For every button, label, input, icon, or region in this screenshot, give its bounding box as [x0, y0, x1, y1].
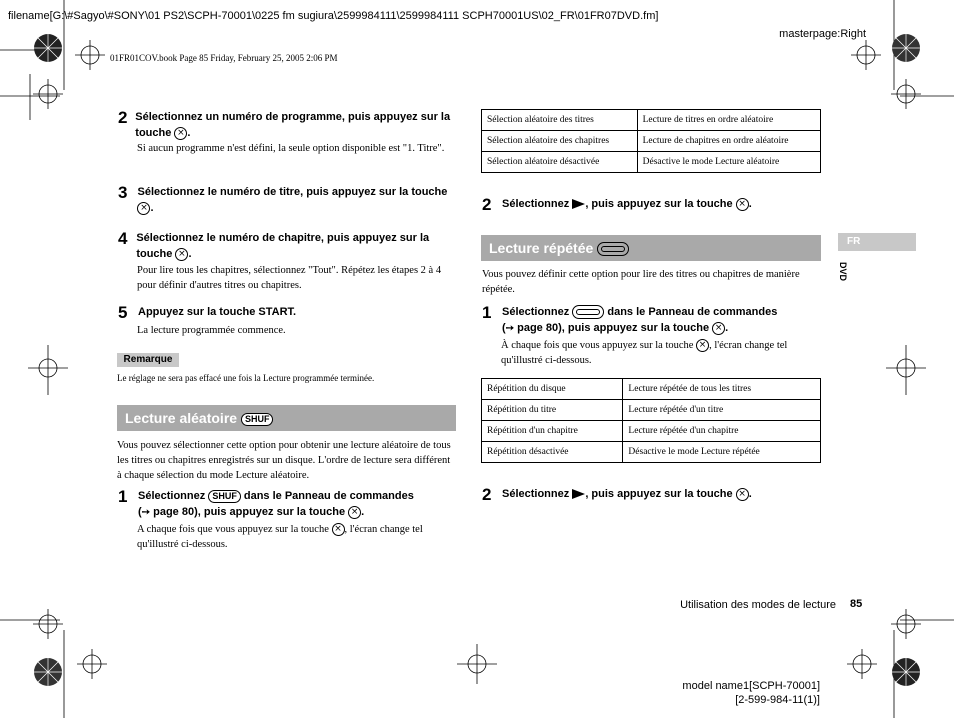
- step-1-repetee: 1 Sélectionnez dans le Panneau de commandes (➙ page 80), puis appuyez sur la touche × .: [482, 303, 778, 334]
- step-1-repetee-note: À chaque fois que vous appuyez sur la touche × , l'écran change tel qu'illustré ci-dessous.: [501, 340, 788, 366]
- repeat-icon: [597, 242, 629, 256]
- table-row: Répétition d'un chapitre Lecture répétée d'un chapitre: [482, 421, 821, 442]
- step-5-note: La lecture programmée commence.: [137, 325, 286, 336]
- page-number: 85: [850, 598, 863, 610]
- cross-button-icon: ×: [736, 488, 749, 501]
- cross-button-icon: ×: [174, 127, 187, 140]
- table-row: Répétition du titre Lecture répétée d'un titre: [482, 400, 821, 421]
- chapter-side-label: DVD: [838, 262, 848, 282]
- repeat-options-table: [481, 378, 821, 463]
- remarque-label: Remarque: [117, 353, 179, 367]
- step-2-aleatoire: 2 Sélectionnez , puis appuyez sur la touche × .: [482, 195, 752, 214]
- table-row: Répétition désactivée Désactive le mode Lecture répétée: [482, 442, 821, 463]
- section-lecture-repetee: Lecture répétée: [481, 235, 821, 261]
- reference-arrow-icon: ➙: [141, 507, 151, 518]
- remarque-text: Le réglage ne sera pas effacé une fois la Lecture programmée terminée.: [117, 373, 375, 383]
- filename-header: filename[G:\#Sagyo\#SONY\01 PS2\SCPH-70001\0225 fm sugiura\2599984111\2599984111 SCPH70001US\02_FR\01FR07DVD.fm]: [8, 10, 659, 22]
- repeat-icon: [572, 305, 604, 319]
- step-1-aleatoire-note: A chaque fois que vous appuyez sur la touche × , l'écran change tel qu'illustré ci-dessous.: [137, 524, 423, 550]
- section-lecture-aleatoire: Lecture aléatoire SHUF: [117, 405, 456, 431]
- step-2-program: 2 Sélectionnez un numéro de programme, puis appuyez sur la touche × .: [118, 108, 451, 139]
- step-2-repetee: 2 Sélectionnez , puis appuyez sur la touche × .: [482, 485, 752, 504]
- cross-button-icon: ×: [175, 248, 188, 261]
- step-4-note: Pour lire tous les chapitres, sélectionnez "Tout". Répétez les étapes 2 à 4 pour définir d'autres titres ou chapitres.: [137, 265, 442, 291]
- cross-button-icon: ×: [332, 523, 345, 536]
- table-row: Sélection aléatoire désactivée Désactive le mode Lecture aléatoire: [482, 152, 821, 173]
- reference-arrow-icon: ➙: [505, 323, 515, 334]
- cross-button-icon: ×: [696, 339, 709, 352]
- step-4-chapter: 4 Sélectionnez le numéro de chapitre, puis appuyez sur la touche × .: [118, 229, 430, 260]
- masterpage-label: masterpage:Right: [779, 28, 866, 40]
- play-arrow-icon: [572, 199, 585, 209]
- step-3-title: 3 Sélectionnez le numéro de titre, puis appuyez sur la touche × .: [118, 183, 448, 214]
- lecture-aleatoire-intro: Vous pouvez sélectionner cette option pour obtenir une lecture aléatoire de tous les titres ou chapitres enregistrés sur un disque. L'ordre de lecture sera différent à chaque sélection du mode Lecture aléatoire.: [117, 440, 451, 481]
- language-tab: FR: [838, 233, 916, 251]
- cross-button-icon: ×: [712, 322, 725, 335]
- table-row: Sélection aléatoire des chapitres Lecture de chapitres en ordre aléatoire: [482, 131, 821, 152]
- step-5-start: 5 Appuyez sur la touche START.: [118, 303, 297, 322]
- step-2-note: Si aucun programme n'est défini, la seule option disponible est "1. Titre".: [137, 143, 445, 154]
- table-row: Répétition du disque Lecture répétée de tous les titres: [482, 379, 821, 400]
- book-info: 01FR01COV.book Page 85 Friday, February 25, 2005 2:06 PM: [110, 53, 338, 63]
- model-name: model name1[SCPH-70001]: [682, 680, 820, 692]
- table-row: Sélection aléatoire des titres Lecture de titres en ordre aléatoire: [482, 110, 821, 131]
- footer-title: Utilisation des modes de lecture: [680, 599, 836, 611]
- cross-button-icon: ×: [736, 198, 749, 211]
- shuffle-options-table: [481, 109, 821, 173]
- step-1-aleatoire: 1 Sélectionnez SHUF dans le Panneau de commandes (➙ page 80), puis appuyez sur la touche × .: [118, 487, 414, 518]
- cross-button-icon: ×: [137, 202, 150, 215]
- lecture-repetee-intro: Vous pouvez définir cette option pour lire des titres ou chapitres de manière répétée.: [482, 269, 800, 295]
- shuf-icon: SHUF: [208, 490, 241, 503]
- model-code: [2-599-984-11(1)]: [735, 694, 820, 706]
- play-arrow-icon: [572, 489, 585, 499]
- cross-button-icon: ×: [348, 506, 361, 519]
- shuf-icon: SHUF: [241, 413, 274, 426]
